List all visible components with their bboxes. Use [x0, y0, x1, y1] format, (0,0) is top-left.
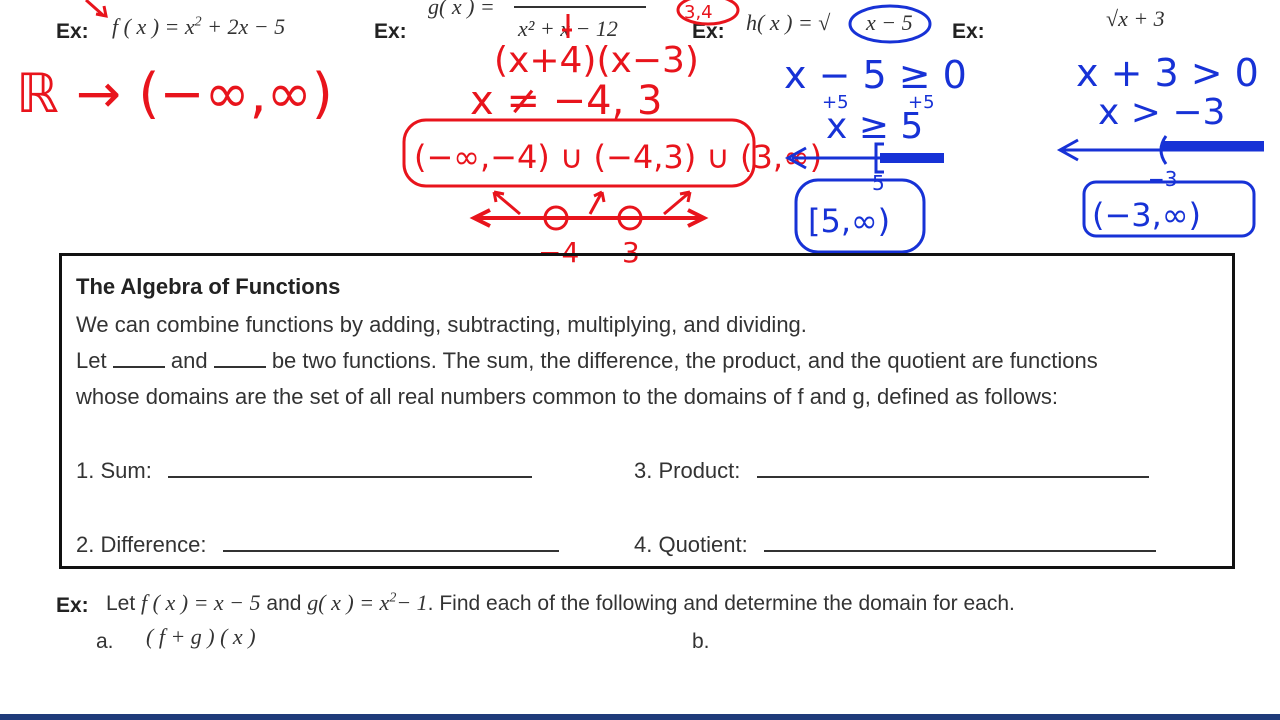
item-difference — [76, 532, 559, 558]
part-a-label: a. — [96, 630, 114, 653]
box-title: The Algebra of Functions — [76, 274, 341, 299]
ex-label-3: Ex: — [692, 20, 725, 43]
ex2-test-arrows — [494, 192, 690, 214]
ex2-open-point-a — [545, 207, 567, 229]
ex1-rhs: + 2x − 5 — [207, 14, 286, 39]
ex4-ineq: x + 3 > 0 — [1076, 51, 1259, 95]
ex3-ineq: x − 5 ≥ 0 — [784, 53, 967, 97]
bottom-instruction: . Find each of the following and determine the domain for each. — [427, 592, 1015, 615]
bottom-g-def — [307, 590, 427, 615]
ex3-plus-b: +5 — [908, 92, 935, 113]
algebra-of-functions-box — [59, 253, 1235, 569]
ex3-plus-a: +5 — [822, 92, 849, 113]
ex-label-1: Ex: — [56, 20, 89, 43]
line2-let: Let — [76, 348, 107, 373]
red-circled-text: 3,4 — [684, 2, 713, 23]
item-quotient — [634, 532, 1156, 558]
ex2-domain: (−∞,−4) ∪ (−4,3) ∪ (3,∞) — [414, 138, 823, 176]
ex3-domain: [5,∞) — [808, 202, 891, 240]
ex4-tick: −3 — [1148, 167, 1178, 191]
item-quotient-label: 4. Quotient: — [634, 532, 748, 557]
item-product-label: 3. Product: — [634, 458, 741, 483]
bottom-g-def-a: g( x ) = x — [307, 590, 390, 615]
ex3-result: x ≥ 5 — [826, 106, 924, 147]
blank-sum — [168, 458, 532, 478]
bottom-example-line — [106, 590, 1015, 616]
ex2-tick-a: −4 — [538, 236, 580, 269]
ex1-exponent: 2 — [194, 14, 202, 30]
bottom-and: and — [266, 592, 302, 615]
blank-difference — [223, 532, 559, 552]
ex3-domain-box — [796, 180, 924, 252]
ex1-function — [112, 14, 285, 40]
ex2-open-point-b — [619, 207, 641, 229]
bottom-let: Let — [106, 592, 136, 615]
blank-f — [113, 348, 165, 368]
line2-and: and — [170, 348, 208, 373]
ex3-lhs: h( x ) = √ — [746, 10, 831, 35]
item-difference-label: 2. Difference: — [76, 532, 207, 557]
ex4-domain: (−3,∞) — [1092, 196, 1201, 234]
ex2-fraction-bar — [514, 6, 646, 8]
red-arrow-stub — [86, 0, 106, 16]
box-line-1: We can combine functions by adding, subtracting, multiplying, and dividing. — [76, 312, 807, 337]
ex3-radicand: x − 5 — [866, 10, 913, 35]
ex3-number-line — [788, 148, 944, 168]
part-a-expr: ( f + g ) ( x ) — [146, 624, 256, 649]
bottom-g-exponent: 2 — [389, 590, 397, 606]
ex3-closed-bracket — [876, 144, 884, 172]
blank-product — [757, 458, 1149, 478]
ex4-radicand: √x + 3 — [1106, 6, 1165, 31]
item-sum — [76, 458, 532, 484]
footer-bar — [0, 714, 1280, 720]
blank-quotient — [764, 532, 1156, 552]
ex1-lhs: f ( x ) = x — [112, 14, 195, 39]
bottom-g-def-b: − 1 — [396, 590, 428, 615]
ex4-open-paren — [1161, 136, 1166, 164]
ex2-denominator: x² + x − 12 — [518, 16, 618, 41]
ex2-tick-b: 3 — [622, 236, 640, 269]
ex4-number-line — [1060, 140, 1264, 160]
item-product — [634, 458, 1149, 484]
ex4-domain-box — [1084, 182, 1254, 236]
ex2-factor: (x+4)(x−3) — [494, 40, 699, 81]
item-sum-label: 1. Sum: — [76, 458, 152, 483]
bottom-ex-label: Ex: — [56, 594, 89, 617]
ex1-answer: ℝ → (−∞,∞) — [16, 62, 333, 125]
ex-label-2: Ex: — [374, 20, 407, 43]
part-b-label: b. — [692, 630, 710, 653]
ex2-domain-box — [404, 120, 754, 186]
box-line-2 — [76, 348, 1098, 374]
ex2-lhs: g( x ) = — [428, 0, 495, 19]
ex2-excluded: x ≠ −4, 3 — [470, 78, 663, 124]
ex2-number-line — [474, 210, 704, 226]
line2-rest: be two functions. The sum, the difference, the product, and the quotient are functions — [271, 348, 1098, 373]
ex4-result: x > −3 — [1098, 92, 1226, 133]
ex3-tick: 5 — [872, 171, 885, 195]
ex-label-4: Ex: — [952, 20, 985, 43]
blank-g — [214, 348, 266, 368]
bottom-f-def: f ( x ) = x − 5 — [141, 590, 261, 615]
box-line-3: whose domains are the set of all real numbers common to the domains of f and g, defined as follows: — [76, 384, 1058, 409]
